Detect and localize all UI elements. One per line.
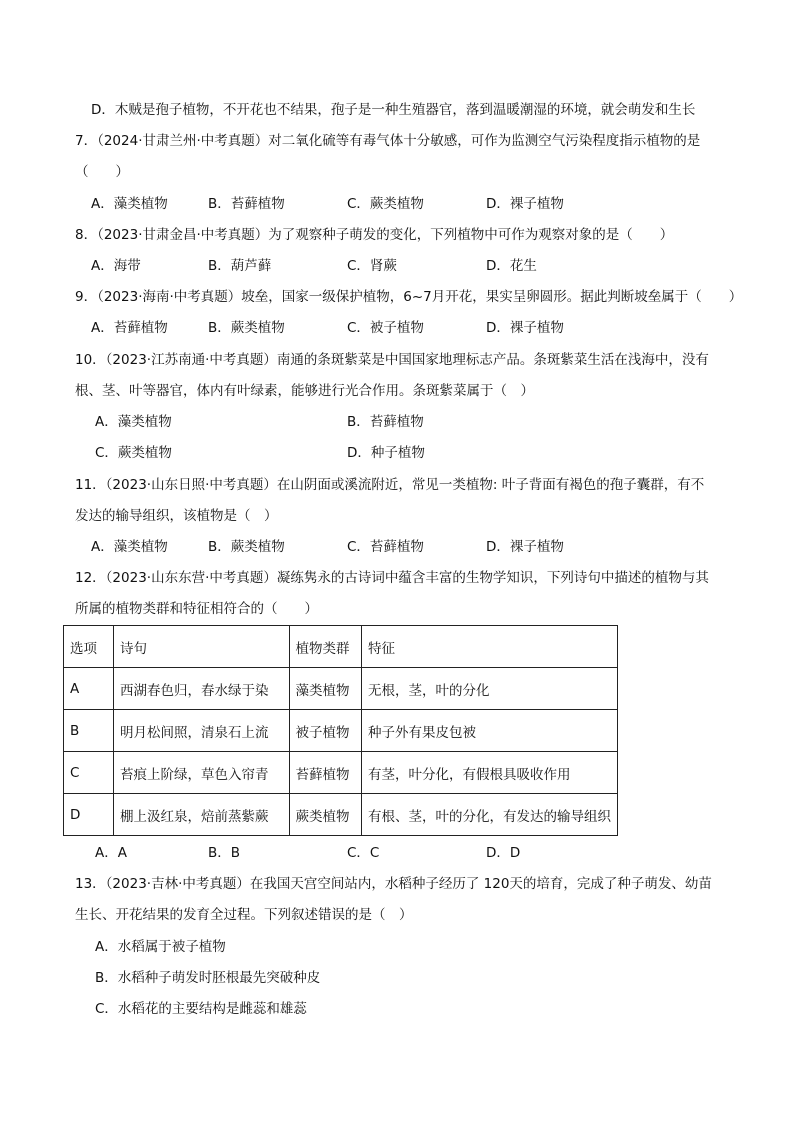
q7-stem-line2: （ ） <box>75 164 129 180</box>
q9-option-c: C．被子植物 <box>347 320 424 336</box>
table-header-row <box>64 626 618 668</box>
table-header-cell: 植物类群 <box>289 626 361 668</box>
q13-option-a: A．水稻属于被子植物 <box>95 939 226 955</box>
q10-stem-line2: 根、茎、叶等器官，体内有叶绿素，能够进行光合作用。条斑紫菜属于（ ） <box>75 383 534 399</box>
q11-option-c: C．苔藓植物 <box>347 539 424 555</box>
q10-option-a: A．藻类植物 <box>95 414 172 430</box>
q12-option-d: D．D <box>486 845 521 861</box>
q12-stem-line1: 12．（2023·山东东营·中考真题）凝练隽永的古诗词中蕴含丰富的生物学知识，下列诗句中描述的植物与其 <box>75 570 709 586</box>
q7-option-d: D．裸子植物 <box>486 196 564 212</box>
q10-option-d: D．种子植物 <box>347 445 425 461</box>
table-cell: 被子植物 <box>289 710 361 752</box>
table-row <box>64 752 618 794</box>
q11-option-b: B．蕨类植物 <box>208 539 285 555</box>
q9-stem-line1: 9．（2023·海南·中考真题）坡垒，国家一级保护植物，6~7月开花，果实呈卵圆形。据此判断坡垒属于（ ） <box>75 289 743 305</box>
table-row <box>64 794 618 836</box>
table-cell: 苔痕上阶绿，草色入帘青 <box>113 752 289 794</box>
q11-stem-line1: 11．（2023·山东日照·中考真题）在山阴面或溪流附近，常见一类植物: 叶子背面有褐色的孢子囊群，有不 <box>75 477 705 493</box>
table-header-cell: 诗句 <box>113 626 289 668</box>
q12-table <box>63 625 618 836</box>
q10-stem-line1: 10．（2023·江苏南通·中考真题）南通的条斑紫菜是中国国家地理标志产品。条斑紫菜生活在浅海中，没有 <box>75 352 709 368</box>
table-cell: 有茎，叶分化，有假根具吸收作用 <box>362 752 618 794</box>
table-header-cell: 选项 <box>64 626 114 668</box>
q12-option-b: B．B <box>208 845 241 861</box>
table-cell: B <box>64 710 114 752</box>
q9-option-a: A．苔藓植物 <box>91 320 168 336</box>
table-cell: 藻类植物 <box>289 668 361 710</box>
q13-stem-line1: 13．（2023·吉林·中考真题）在我国天宫空间站内，水稻种子经历了 120天的培育，完成了种子萌发、幼苗 <box>75 876 712 892</box>
q11-stem-line2: 发达的输导组织，该植物是（ ） <box>75 508 278 524</box>
table-cell: 蕨类植物 <box>289 794 361 836</box>
q13-option-c: C．水稻花的主要结构是雌蕊和雄蕊 <box>95 1001 307 1017</box>
q8-option-d: D．花生 <box>486 258 537 274</box>
q8-option-c: C．肾蕨 <box>347 258 397 274</box>
table-header-cell: 特征 <box>362 626 618 668</box>
q9-option-b: B．蕨类植物 <box>208 320 285 336</box>
q7-option-c: C．蕨类植物 <box>347 196 424 212</box>
q13-stem-line2: 生长、开花结果的发育全过程。下列叙述错误的是（ ） <box>75 907 413 923</box>
q7-option-b: B．苔藓植物 <box>208 196 285 212</box>
q10-option-c: C．蕨类植物 <box>95 445 172 461</box>
table-cell: 棚上汲红泉，焙前蒸紫蕨 <box>113 794 289 836</box>
table-cell: 苔藓植物 <box>289 752 361 794</box>
table-cell: A <box>64 668 114 710</box>
q6-option-d: D．木贼是孢子植物，不开花也不结果，孢子是一种生殖器官，落到温暖潮湿的环境，就会萌发和生长 <box>91 102 696 118</box>
q8-stem-line1: 8．（2023·甘肃金昌·中考真题）为了观察种子萌发的变化，下列植物中可作为观察对象的是（ ） <box>75 227 674 243</box>
q10-option-b: B．苔藓植物 <box>347 414 424 430</box>
table-cell: 无根，茎，叶的分化 <box>362 668 618 710</box>
table-cell: 西湖春色归，春水绿于染 <box>113 668 289 710</box>
q8-option-b: B．葫芦藓 <box>208 258 272 274</box>
q7-option-a: A．藻类植物 <box>91 196 168 212</box>
q11-option-a: A．藻类植物 <box>91 539 168 555</box>
table-cell: D <box>64 794 114 836</box>
table-cell: 明月松间照，清泉石上流 <box>113 710 289 752</box>
q11-option-d: D．裸子植物 <box>486 539 564 555</box>
q12-option-c: C．C <box>347 845 380 861</box>
q8-option-a: A．海带 <box>91 258 141 274</box>
table-cell: 种子外有果皮包被 <box>362 710 618 752</box>
table-cell: 有根、茎，叶的分化，有发达的输导组织 <box>362 794 618 836</box>
q12-option-a: A．A <box>95 845 127 861</box>
q7-stem-line1: 7．（2024·甘肃兰州·中考真题）对二氧化硫等有毒气体十分敏感，可作为监测空气污染程度指示植物的是 <box>75 133 701 149</box>
table-row <box>64 668 618 710</box>
table-cell: C <box>64 752 114 794</box>
q9-option-d: D．裸子植物 <box>486 320 564 336</box>
q12-stem-line2: 所属的植物类群和特征相符合的（ ） <box>75 601 318 617</box>
q13-option-b: B．水稻种子萌发时胚根最先突破种皮 <box>95 970 321 986</box>
table-row <box>64 710 618 752</box>
